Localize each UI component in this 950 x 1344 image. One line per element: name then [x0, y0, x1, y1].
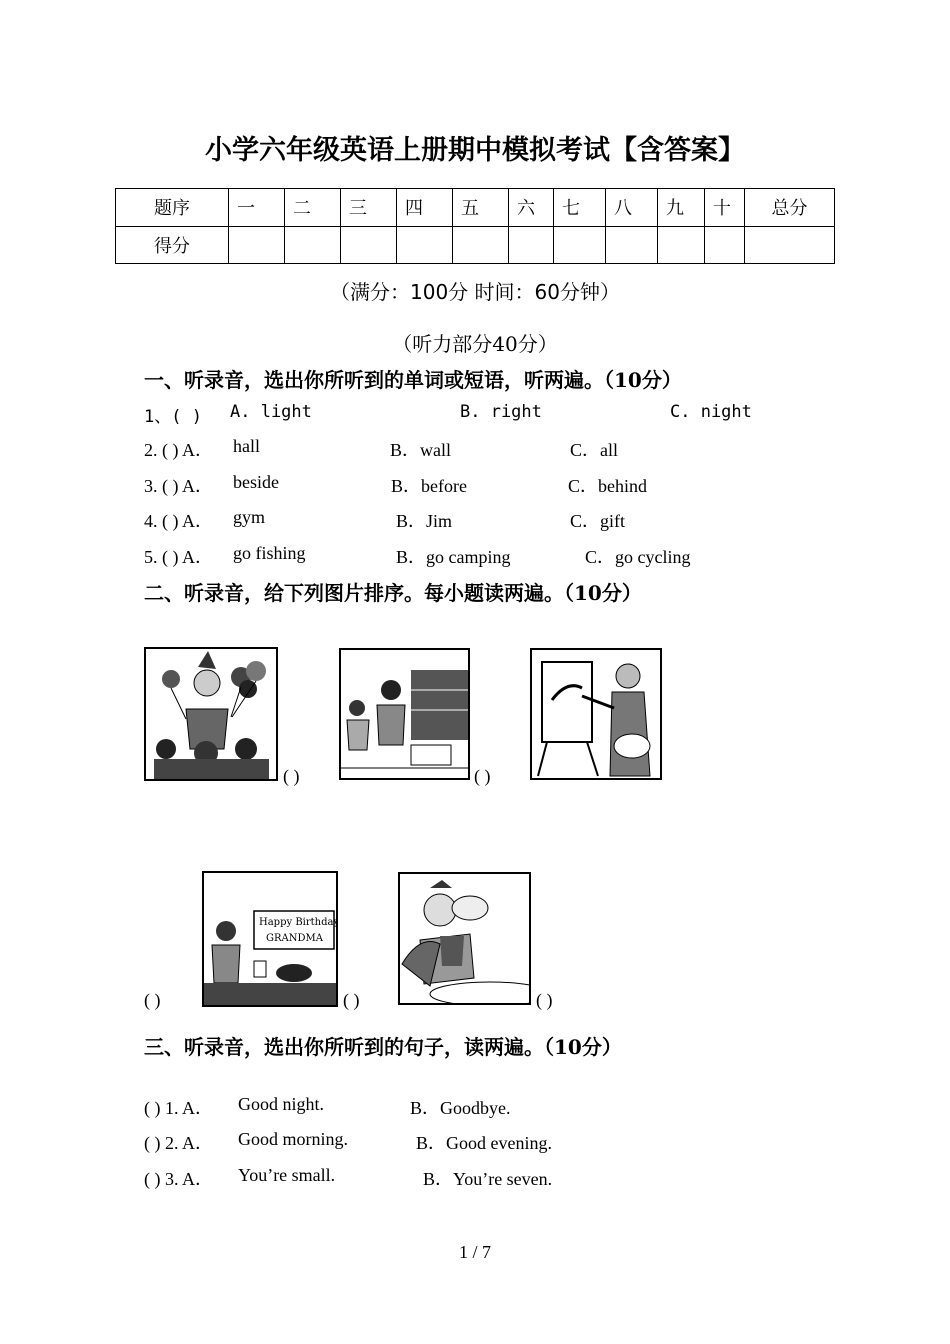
score-table-header-row — [116, 189, 835, 227]
question-number: 2. ( ) A． — [144, 440, 213, 460]
option-b: B．You’re seven. — [423, 1169, 553, 1189]
score-cell: 四 — [397, 189, 453, 227]
score-cell: 九 — [658, 189, 705, 227]
score-input-cell[interactable] — [397, 226, 453, 264]
option-b: B．Jim — [396, 511, 453, 531]
score-cell: 得分 — [116, 226, 229, 264]
option-a: go fishing — [233, 543, 306, 563]
order-answer-blank[interactable]: ( ) — [474, 766, 491, 786]
page-number: 1 / 7 — [458, 1242, 491, 1262]
option-b: B．Good evening. — [416, 1133, 552, 1153]
order-answer-blank[interactable]: ( ) — [536, 990, 553, 1010]
order-answer-blank[interactable]: ( ) — [283, 766, 300, 786]
picture-shopping — [339, 648, 470, 780]
option-b: B．before — [391, 476, 467, 496]
score-cell: 二 — [285, 189, 341, 227]
question-number: 5. ( ) A． — [144, 547, 213, 567]
character-illustration — [400, 874, 529, 1003]
option-c: C．behind — [568, 476, 647, 496]
option-c: C．all — [570, 440, 618, 460]
score-input-cell[interactable] — [341, 226, 397, 264]
party-illustration — [146, 649, 276, 779]
exam-info: （满分：100分 时间：60分钟） — [330, 280, 620, 304]
score-table — [115, 188, 835, 264]
section2-heading: 二、听录音，给下列图片排序。每小题读两遍。（10分） — [144, 581, 642, 605]
option-c: C．gift — [570, 511, 626, 531]
question-number: 3. ( ) A． — [144, 476, 213, 496]
score-cell: 七 — [554, 189, 606, 227]
order-answer-blank[interactable]: ( ) — [343, 990, 360, 1010]
score-input-cell[interactable] — [745, 226, 835, 264]
option-a: beside — [233, 472, 279, 492]
page-title: 小学六年级英语上册期中模拟考试【含答案】 — [205, 135, 745, 166]
option-b: B．wall — [390, 440, 451, 460]
birthday-illustration — [204, 873, 336, 1005]
option-c: C．go cycling — [585, 547, 691, 567]
section3-heading: 三、听录音，选出你所听到的句子，读两遍。（10分） — [144, 1035, 622, 1059]
option-b: B．Goodbye. — [410, 1098, 511, 1118]
picture-party — [144, 647, 278, 781]
score-input-cell[interactable] — [285, 226, 341, 264]
score-input-cell[interactable] — [509, 226, 554, 264]
score-input-cell[interactable] — [453, 226, 509, 264]
score-cell: 总分 — [745, 189, 835, 227]
banner-text: Happy Birthday — [259, 917, 336, 928]
section1-heading: 一、听录音，选出你所听到的单词或短语，听两遍。（10分） — [144, 368, 682, 392]
score-input-cell[interactable] — [705, 226, 745, 264]
option-a: A. light — [230, 402, 312, 422]
question-number: 4. ( ) A． — [144, 511, 213, 531]
shopping-illustration — [341, 650, 468, 778]
picture-painting — [530, 648, 662, 780]
painting-illustration — [532, 650, 660, 778]
score-cell: 十 — [705, 189, 745, 227]
option-c: C. night — [670, 402, 752, 422]
option-a: You’re small. — [238, 1165, 336, 1185]
picture-birthday — [202, 871, 338, 1007]
question-number: ( ) 3. A． — [144, 1169, 213, 1189]
question-number: ( ) 1. A． — [144, 1098, 213, 1118]
score-cell: 题序 — [116, 189, 229, 227]
score-input-cell[interactable] — [606, 226, 658, 264]
question-number: 1、( ) — [144, 407, 202, 427]
score-cell: 六 — [509, 189, 554, 227]
option-a: Good morning. — [238, 1129, 348, 1149]
banner-text: GRANDMA — [266, 933, 323, 944]
score-cell: 一 — [229, 189, 285, 227]
picture-character — [398, 872, 531, 1005]
option-a: gym — [233, 507, 266, 527]
option-a: hall — [233, 436, 260, 456]
option-a: Good night. — [238, 1094, 325, 1114]
score-input-cell[interactable] — [554, 226, 606, 264]
score-cell: 三 — [341, 189, 397, 227]
score-cell: 五 — [453, 189, 509, 227]
score-table-score-row — [116, 226, 835, 264]
order-answer-blank[interactable]: ( ) — [144, 990, 161, 1010]
listening-header: （听力部分40分） — [392, 332, 558, 356]
score-input-cell[interactable] — [658, 226, 705, 264]
question-number: ( ) 2. A． — [144, 1133, 213, 1153]
score-cell: 八 — [606, 189, 658, 227]
option-b: B. right — [460, 402, 542, 422]
score-input-cell[interactable] — [229, 226, 285, 264]
option-b: B．go camping — [396, 547, 511, 567]
